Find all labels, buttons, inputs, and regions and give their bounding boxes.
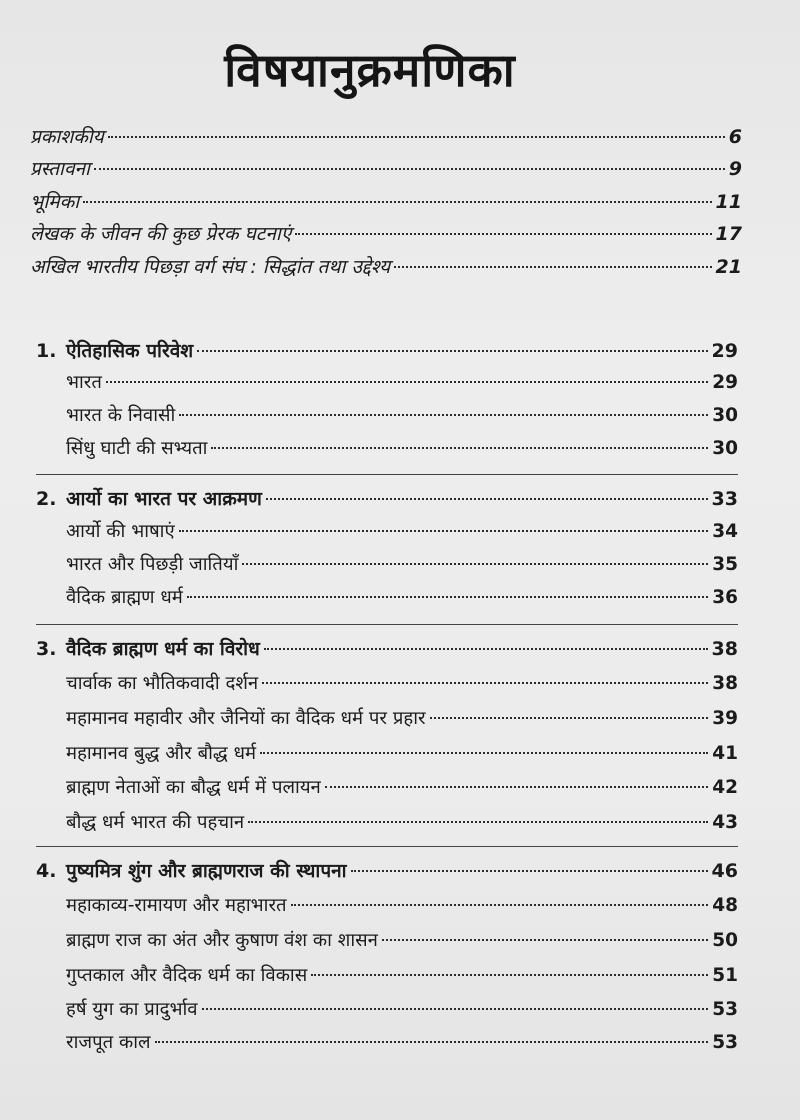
dot-leader (179, 414, 708, 416)
chapter-label: आर्यो का भारत पर आक्रमण (66, 488, 262, 510)
section-entry (66, 928, 738, 954)
section-page: 48 (712, 895, 738, 916)
section-page: 43 (712, 812, 738, 833)
dot-leader (106, 381, 708, 383)
section-entry (66, 671, 738, 697)
entry-label: भूमिका (30, 191, 80, 213)
dot-leader (155, 1041, 709, 1043)
section-entry (66, 370, 738, 396)
page-title: विषयानुक्रमणिका (224, 43, 516, 97)
toc-entry (30, 254, 742, 280)
toc-entry (30, 221, 742, 247)
section-label: हर्ष युग का प्रादुर्भाव (66, 999, 198, 1020)
dot-leader (264, 648, 708, 650)
section-page: 34 (712, 521, 738, 542)
chapter-number: 4. (36, 860, 57, 882)
dot-leader (262, 682, 708, 684)
section-label: ब्राह्मण राज का अंत और कुषाण वंश का शासन (66, 930, 378, 951)
chapter-entry (36, 858, 738, 884)
dot-leader (83, 201, 711, 203)
section-label: महामानव महावीर और जैनियों का वैदिक धर्म पर प्रहार (66, 708, 426, 729)
chapter-divider (36, 474, 738, 475)
chapter-entry (36, 486, 738, 512)
dot-leader (179, 530, 709, 532)
dot-leader (295, 233, 711, 235)
dot-leader (266, 498, 708, 500)
dot-leader (325, 786, 708, 788)
chapter-label: पुष्यमित्र शुंग और ब्राह्मणराज की स्थापना (66, 860, 347, 882)
chapter-page: 33 (711, 488, 738, 510)
section-label: भारत और पिछड़ी जातियाँ (66, 554, 239, 575)
section-page: 50 (712, 930, 738, 951)
section-page: 41 (712, 743, 738, 764)
chapter-entry (36, 636, 738, 662)
section-entry (66, 436, 738, 462)
chapter-divider (36, 624, 738, 625)
chapter-entry (36, 338, 738, 364)
entry-page: 21 (715, 256, 742, 278)
section-label: भारत (66, 372, 102, 393)
dot-leader (430, 717, 709, 719)
section-label: भारत के निवासी (66, 405, 176, 426)
entry-page: 6 (728, 126, 742, 148)
chapter-divider (36, 846, 738, 847)
section-entry (66, 552, 738, 578)
section-label: महाकाव्य-रामायण और महाभारत (66, 895, 287, 916)
chapter-label: वैदिक ब्राह्मण धर्म का विरोध (66, 638, 260, 660)
dot-leader (248, 821, 708, 823)
section-label: बौद्ध धर्म भारत की पहचान (66, 812, 245, 833)
chapter-number: 3. (36, 638, 57, 660)
dot-leader (291, 904, 709, 906)
section-label: राजपूत काल (66, 1032, 151, 1053)
dot-leader (187, 596, 708, 598)
section-entry (66, 997, 738, 1023)
section-label: महामानव बुद्ध और बौद्ध धर्म (66, 743, 257, 764)
section-entry (66, 1030, 738, 1056)
dot-leader (211, 447, 708, 449)
entry-label: अखिल भारतीय पिछड़ा वर्ग संघ : सिद्धांत तथा उद्देश्य (30, 256, 391, 278)
section-entry (66, 741, 738, 767)
entry-label: प्रकाशकीय (30, 126, 104, 148)
section-label: ब्राह्मण नेताओं का बौद्ध धर्म में पलायन (66, 777, 321, 798)
entry-label: लेखक के जीवन की कुछ प्रेरक घटनाएं (30, 223, 292, 245)
section-entry (66, 810, 738, 836)
section-page: 29 (712, 372, 738, 393)
section-entry (66, 403, 738, 429)
section-entry (66, 585, 738, 611)
dot-leader (394, 266, 711, 268)
entry-label: प्रस्तावना (30, 158, 90, 180)
dot-leader (108, 136, 725, 138)
chapter-number: 1. (36, 340, 57, 362)
section-page: 39 (712, 708, 738, 729)
toc-entry (30, 124, 742, 150)
section-label: सिंधु घाटी की सभ्यता (66, 438, 208, 459)
section-entry (66, 963, 738, 989)
dot-leader (382, 939, 708, 941)
dot-leader (260, 752, 708, 754)
chapter-number: 2. (36, 488, 57, 510)
chapter-page: 29 (711, 340, 738, 362)
chapter-page: 46 (711, 860, 738, 882)
entry-page: 17 (715, 223, 742, 245)
section-page: 53 (712, 999, 738, 1020)
section-page: 51 (712, 965, 738, 986)
toc-entry (30, 156, 742, 182)
dot-leader (197, 350, 707, 352)
dot-leader (242, 563, 708, 565)
section-label: वैदिक ब्राह्मण धर्म (66, 587, 183, 608)
dot-leader (202, 1008, 709, 1010)
section-label: गुप्तकाल और वैदिक धर्म का विकास (66, 965, 308, 986)
section-page: 30 (712, 405, 738, 426)
section-page: 30 (712, 438, 738, 459)
toc-entry (30, 189, 742, 215)
section-page: 42 (712, 777, 738, 798)
chapter-label: ऐतिहासिक परिवेश (66, 340, 194, 362)
section-entry (66, 893, 738, 919)
section-page: 35 (712, 554, 738, 575)
entry-page: 11 (715, 191, 742, 213)
section-label: चार्वाक का भौतिकवादी दर्शन (66, 673, 259, 694)
chapter-page: 38 (711, 638, 738, 660)
section-page: 36 (712, 587, 738, 608)
dot-leader (351, 870, 708, 872)
section-page: 38 (712, 673, 738, 694)
section-page: 53 (712, 1032, 738, 1053)
entry-page: 9 (728, 158, 742, 180)
dot-leader (311, 974, 708, 976)
dot-leader (94, 168, 725, 170)
section-entry (66, 775, 738, 801)
section-entry (66, 706, 738, 732)
section-entry (66, 519, 738, 545)
section-label: आर्यो की भाषाएं (66, 521, 175, 542)
